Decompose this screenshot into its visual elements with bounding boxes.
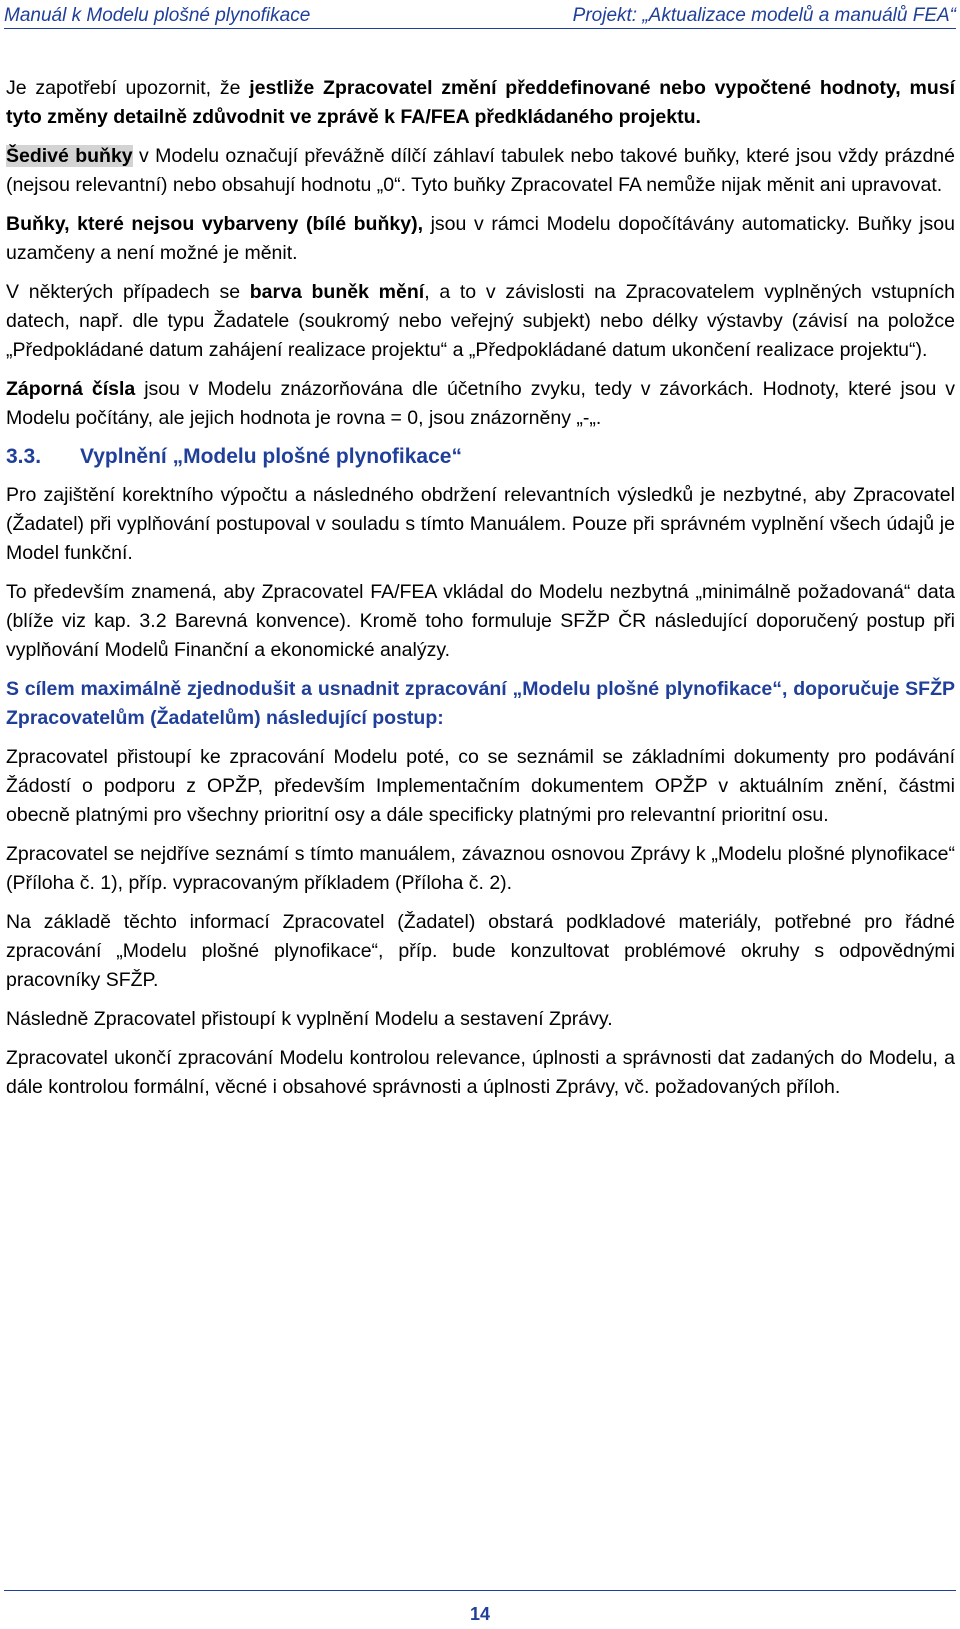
section-title: Vyplnění „Modelu plošné plynofikace“ [80,445,462,468]
header-document-title: Manuál k Modelu plošné plynofikace [4,5,311,26]
page-header [4,2,956,29]
warning-emphasis: jestliže Zpracovatel změní předdefinované nebo vypočtené hodnoty, musí tyto změny detailně zdůvodnit ve zprávě k FA/FEA předkládaného projektu. [6,77,956,128]
color-change-term: barva buněk mění [249,281,425,303]
paragraph-step-3: Na základě těchto informací Zpracovatel (Žadatel) obstará podkladové materiály, potřebné pro řádné zpracování „Modelu plošné plynofikace“, příp. bude konzultovat problémové okruhy s odpovědnými pracovníky SFŽP. [6,911,955,991]
paragraph-intro: Pro zajištění korektního výpočtu a následného obdržení relevantních výsledků je nezbytné, aby Zpracovatel (Žadatel) při vyplňování postupoval v souladu s tímto Manuálem. Pouze při správném vyplnění všech údajů je Model funkční. [6,484,955,564]
section-heading [6,445,955,469]
white-cells-term: Buňky, které nejsou vybarveny (bílé buňky), [6,213,423,235]
paragraph-color-change: V některých případech se barva buněk mění, a to v závislosti na Zpracovatelem vyplněných vstupních datech, např. dle typu Žadatele (soukromý nebo veřejný subjekt) nebo délky výstavby (závisí na položce „Předpokládané datum zahájení realizace projektu“ a „Předpokládané datum ukončení realizace projektu“). [6,281,956,361]
paragraph-warning: Je zapotřebí upozornit, že jestliže Zpracovatel změní předdefinované nebo vypočtené hodnoty, musí tyto změny detailně zdůvodnit ve zprávě k FA/FEA předkládaného projektu. [6,77,956,128]
section-number: 3.3. [6,445,42,468]
paragraph-white-cells: Buňky, které nejsou vybarveny (bílé buňky), jsou v rámci Modelu dopočítávány automaticky. Buňky jsou uzamčeny a není možné je měnit. [6,213,955,264]
paragraph-gray-cells: Šedivé buňky v Modelu označují převážně dílčí záhlaví tabulek nebo takové buňky, které jsou vždy prázdné (nejsou relevantní) nebo obsahují hodnotu „0“. Tyto buňky Zpracovatel FA nemůže nijak měnit ani upravovat. [6,145,955,196]
page-number: 14 [469,1604,491,1624]
paragraph-step-2: Zpracovatel se nejdříve seznámí s tímto manuálem, závaznou osnovou Zprávy k „Modelu plošné plynofikace“ (Příloha č. 1), příp. vypracovaným příkladem (Příloha č. 2). [6,843,955,894]
paragraph-procedure-heading: S cílem maximálně zjednodušit a usnadnit zpracování „Modelu plošné plynofikace“, doporučuje SFŽP Zpracovatelům (Žadatelům) následující postup: [6,678,955,729]
footer-rule [4,1590,956,1591]
paragraph-step-1: Zpracovatel přistoupí ke zpracování Modelu poté, co se seznámil se základními dokumenty pro podávání Žádostí o podporu z OPŽP, především Implementačním dokumentem OPŽP v aktuálním znění, částmi obecně platnými pro všechny prioritní osy a dále specificky platnými pro relevantní prioritní osu. [6,746,955,826]
gray-cells-term: Šedivé buňky [6,145,133,167]
paragraph-step-4: Následně Zpracovatel přistoupí k vyplnění Modelu a sestavení Zprávy. [6,1008,613,1030]
document-body [6,74,955,1112]
header-project-title: Projekt: „Aktualizace modelů a manuálů FEA“ [572,5,956,26]
paragraph-step-5: Zpracovatel ukončí zpracování Modelu kontrolou relevance, úplnosti a správnosti dat zadaných do Modelu, a dále kontrolou formální, věcné i obsahové správnosti a úplnosti Zprávy, vč. požadovaných příloh. [6,1047,955,1098]
paragraph-negative-numbers: Záporná čísla jsou v Modelu znázorňována dle účetního zvyku, tedy v závorkách. Hodnoty, které jsou v Modelu počítány, ale jejich hodnota je rovna = 0, jsou znázorněny „-„. [6,378,955,429]
paragraph-minimum-data: To především znamená, aby Zpracovatel FA/FEA vkládal do Modelu nezbytná „minimálně požadovaná“ data (blíže viz kap. 3.2 Barevná konvence). Kromě toho formuluje SFŽP ČR následující doporučený postup při vyplňování Modelů Finanční a ekonomické analýzy. [6,581,955,661]
negative-numbers-term: Záporná čísla [6,378,136,400]
